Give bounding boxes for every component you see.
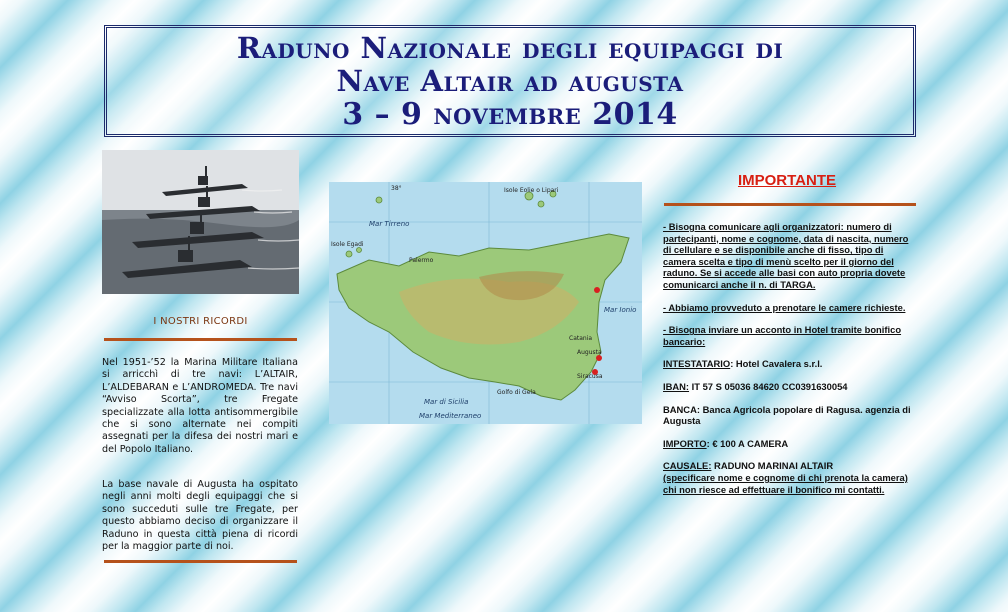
map-label-palermo: Palermo: [409, 257, 434, 264]
title-line-3: 3 – 9 novembre 2014: [342, 96, 678, 132]
map-label-gela: Golfo di Gela: [497, 389, 536, 396]
map-label-tirreno: Mar Tirreno: [369, 220, 410, 228]
map-label-catania: Catania: [569, 335, 593, 342]
title-line-1: Raduno Nazionale degli equipaggi di: [236, 30, 784, 65]
reason-line: [663, 460, 913, 495]
augusta-paragraph: [102, 479, 298, 553]
map-label-sicilia: Mar di Sicilia: [424, 398, 469, 406]
amount-line: [663, 438, 913, 450]
importo-value: : € 100 A CAMERA: [706, 437, 789, 449]
iban-line: [663, 381, 913, 393]
rooms-booked: - Abbiamo provveduto a prenotare le camere richieste.: [663, 301, 906, 313]
map-label-egadi: Isole Egadi: [331, 241, 364, 248]
map-label-lipari: Isole Eolie o Lipari: [504, 187, 559, 194]
map-label-ionio: Mar Ionio: [604, 306, 637, 314]
title-box: [104, 25, 916, 137]
map-label-lat: 38°: [391, 185, 402, 192]
caption-rule: [104, 338, 297, 341]
intestatario-value: : Hotel Cavalera s.r.l.: [730, 358, 823, 370]
intestatario-label: INTESTATARIO: [663, 358, 731, 370]
title-line-2: Nave Altair ad augusta: [336, 63, 684, 98]
important-rule: [664, 203, 916, 206]
importo-label: IMPORTO: [663, 437, 707, 449]
map-label-augusta: Augusta: [577, 349, 602, 356]
organizers-info: - Bisogna comunicare agli organizzatori: numero di partecipanti, nome e cognome, data di nascita, numero di cellulare e se disponibile anche di fisso, tipo di camera scelta e tipo di menù scelto per il giorno del raduno. Se si accede alle basi con auto propria dovete comunicarci anche il n. di TARGA.: [663, 221, 909, 290]
causale-value: RADUNO MARINAI ALTAIR: [711, 460, 834, 472]
map-label-mediterraneo: Mar Mediterraneo: [419, 412, 482, 420]
augusta-text: La base navale di Augusta ha ospitato negli anni molti degli equipaggi che si sono succeduti sulle tre Fregate, per questo abbiamo deciso di organizzare il Raduno in questa città piena di ricordi per la maggior parte di noi.: [102, 479, 298, 553]
causale-note: (specificare nome e cognome di chi prenota la camera) chi non riesce ad effettuare il bonifico mi contatti.: [663, 471, 908, 495]
memories-caption: I NOSTRI RICORDI: [153, 316, 248, 327]
account-holder: [663, 358, 913, 370]
history-text: Nel 1951-’52 la Marina Militare Italiana si arricchì di tre navi: L’ALTAIR, L’ALDEBARAN e L’ANDROMEDA. Tre navi “Avviso Scorta”, tre Fregate specializzate alla lotta antisommergibile che si sono alternate nei compiti assegnati per la difesa dei nostri mari e del Popolo Italiano.: [102, 357, 298, 455]
iban-label: IBAN:: [663, 380, 690, 392]
deposit-info: - Bisogna inviare un acconto in Hotel tramite bonifico bancario:: [663, 324, 902, 347]
important-details: [663, 221, 913, 506]
bank-line: BANCA: Banca Agricola popolare di Ragusa. agenzia di Augusta: [663, 403, 911, 427]
bottom-rule: [104, 560, 297, 563]
important-heading: IMPORTANTE: [737, 172, 837, 189]
sicily-map: [329, 182, 642, 424]
map-label-siracusa: Siracusa: [577, 373, 603, 380]
iban-value: IT 57 S 05036 84620 CC0391630054: [689, 380, 848, 392]
causale-label: CAUSALE:: [663, 460, 712, 472]
frigates-photo: [102, 150, 299, 294]
history-paragraph: [102, 357, 298, 456]
